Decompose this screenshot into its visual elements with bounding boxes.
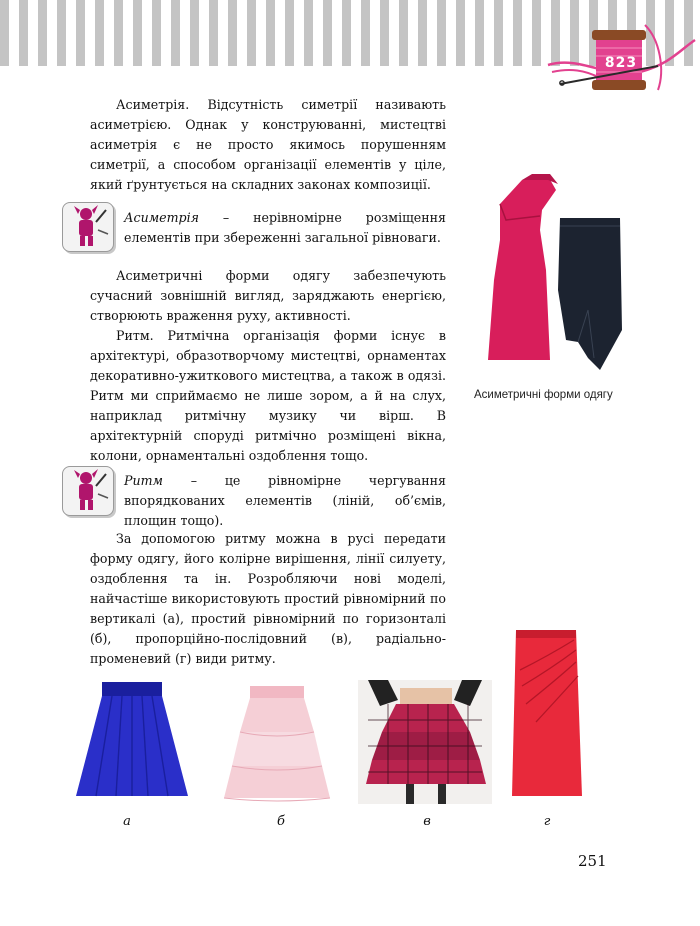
paragraph-text: Асиметричні форми одягу забезпечують сучасний зовнішній вигляд, заряджають енергією, створюють враження руху, активності. — [90, 268, 446, 323]
definition-rhythm — [124, 471, 446, 531]
definition-text: – нерівномірне розміщення елементів при збереженні загальної рівноваги. — [124, 210, 446, 245]
paragraph-rhythm-usage — [90, 529, 446, 669]
definition-term: Асиметрія — [124, 210, 199, 225]
skirt-image-a — [72, 678, 192, 808]
paragraph-asymmetry — [90, 95, 446, 195]
jester-icon — [64, 468, 112, 514]
paragraph-rhythm — [90, 326, 446, 466]
spool-number: 823 — [604, 55, 638, 71]
skirt-label-c: в — [423, 814, 431, 829]
definition-text: – це рівномірне чергування впорядкованих елементів (ліній, об’ємів, площин тощо). — [124, 473, 446, 528]
paragraph-asymmetric-forms — [90, 266, 446, 326]
figure-caption: Асиметричні форми одягу — [474, 389, 613, 401]
skirt-label-b: б — [277, 814, 285, 829]
skirt-image-c — [358, 680, 492, 804]
skirt-image-b — [216, 682, 338, 804]
paragraph-text: Ритм. Ритмічна організація форми існує в архітектурі, образотворчому мистецтві, орнаментах декоративно-ужиткового мистецтва, а також в одязі. Ритм ми сприймаємо не лише зором, а й на слух, наприклад ритмічну музику чи вірш. В архітектурній споруді ритмічно розміщені вікна, колони, орнаментальні оздоблення тощо. — [90, 328, 446, 463]
asymmetric-clothing-image — [470, 170, 630, 380]
skirt-image-d — [508, 626, 586, 804]
skirt-label-d: г — [543, 814, 551, 829]
definition-icon — [62, 202, 114, 252]
skirt-label-a: а — [123, 814, 131, 829]
jester-icon — [64, 204, 112, 250]
page-number: 251 — [578, 852, 607, 870]
definition-asymmetry — [124, 208, 446, 248]
paragraph-text: За допомогою ритму можна в русі передати форму одягу, його колірне вирішення, лінії силуету, оздоблення та ін. Розробляючи нові моделі, найчастіше використовують простий рівномірний по вертикалі (а), простий рівномірний по горизонталі (б), пропорційно-послідовний (в), радіально-променевий (г) види ритму. — [90, 531, 446, 666]
definition-term: Ритм — [124, 473, 163, 488]
paragraph-text: Асиметрія. Відсутність симетрії називають асиметрією. Однак у конструюванні, мистецтві асиметрія є не просто якимось порушенням симетрії, а способом організації елементів у ціле, який ґрунтується на складних законах композиції. — [90, 97, 446, 192]
definition-icon — [62, 466, 114, 516]
